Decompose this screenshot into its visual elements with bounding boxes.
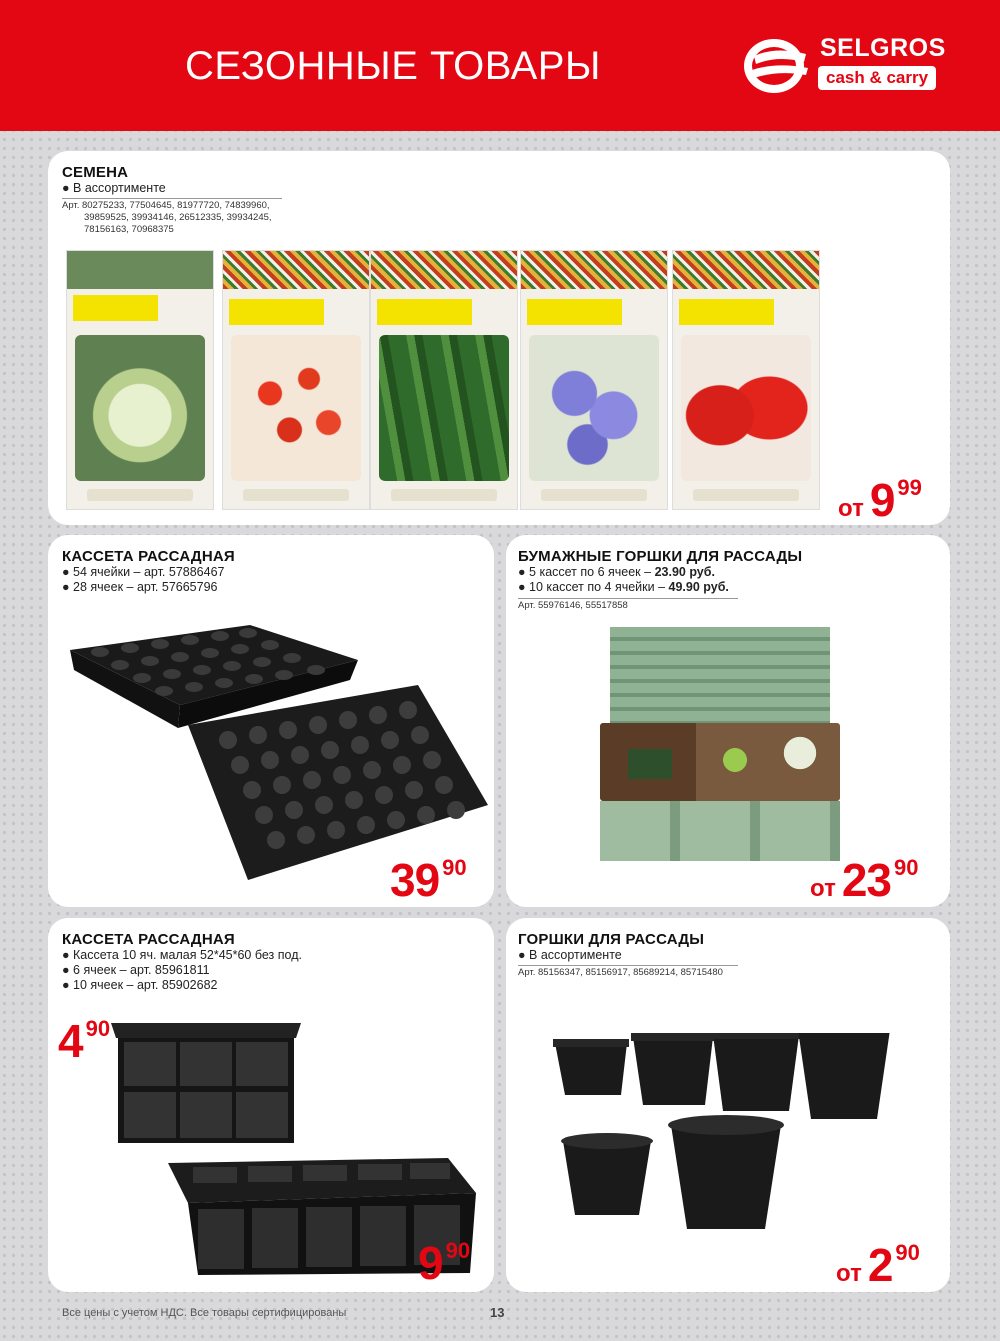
- pack-label: [377, 299, 472, 325]
- seeds-title: СЕМЕНА: [62, 164, 129, 181]
- paper-pots-option-2: [518, 580, 729, 594]
- price-main: 9: [869, 474, 895, 526]
- cassette-panel: [48, 535, 494, 907]
- logo-name: SELGROS: [820, 34, 946, 62]
- seeds-divider: [62, 198, 282, 199]
- price-from: от: [836, 1260, 862, 1287]
- price-main: 39: [390, 854, 440, 906]
- seed-pack-peas[interactable]: [520, 250, 668, 510]
- price-from: от: [810, 875, 836, 902]
- cabbage-image: [75, 335, 205, 481]
- paper-pots-articles: Арт. 55976146, 55517858: [518, 600, 628, 611]
- pack-label: [73, 295, 158, 321]
- seeds-price: [838, 473, 922, 527]
- price-cents: 90: [85, 1016, 111, 1041]
- seed-pack-cucumber[interactable]: [370, 250, 518, 510]
- cassette-10-price: [418, 1236, 470, 1290]
- seeds-panel: [48, 151, 950, 525]
- pots-image: [551, 1033, 901, 1238]
- paper-pots-image: [600, 627, 840, 863]
- option-text: ● 5 кассет по 6 ячеек –: [518, 565, 652, 579]
- price-main: 2: [867, 1239, 893, 1291]
- price-main: 23: [841, 854, 891, 906]
- tomato-image: [231, 335, 361, 481]
- option-price: 23.90 руб.: [654, 565, 715, 579]
- seeds-articles-1: Арт. 80275233, 77504645, 81977720, 74839960,: [62, 200, 270, 211]
- pots-title: ГОРШКИ ДЛЯ РАССАДЫ: [518, 931, 705, 948]
- pepper-image: [681, 335, 811, 481]
- option-price: 49.90 руб.: [668, 580, 729, 594]
- selgros-logo-icon: [740, 28, 812, 98]
- price-from: от: [838, 495, 864, 522]
- pack-brand: [693, 489, 799, 501]
- pots-divider: [518, 965, 738, 966]
- seeds-articles-2: 39859525, 39934146, 26512335, 39934245,: [84, 212, 272, 223]
- price-main: 9: [418, 1237, 443, 1289]
- seed-pack-pepper[interactable]: [672, 250, 820, 510]
- cucumber-image: [379, 335, 509, 481]
- cassette-10-cells: ● 10 ячеек – арт. 85902682: [62, 978, 218, 992]
- pots-assortment: ● В ассортименте: [518, 948, 622, 962]
- page-title: СЕЗОННЫЕ ТОВАРЫ: [185, 44, 601, 88]
- pots-sleeve: [600, 723, 840, 801]
- pack-pattern: [371, 251, 517, 289]
- pack-pattern: [521, 251, 667, 289]
- cassette-28-cells: ● 28 ячеек – арт. 57665796: [62, 580, 218, 594]
- paper-pots-panel: [506, 535, 950, 907]
- cassette-small-title: КАССЕТА РАССАДНАЯ: [62, 931, 235, 948]
- sleeve-label: [628, 749, 672, 779]
- sweet-pea-image: [529, 335, 659, 481]
- sleeve-seedling: [715, 743, 755, 777]
- pack-pattern: [223, 251, 369, 289]
- pack-label: [229, 299, 324, 325]
- paper-pots-divider: [518, 598, 738, 599]
- cassette-6-image: [106, 1018, 306, 1148]
- logo-tagline: cash & carry: [818, 66, 936, 90]
- pack-brand: [391, 489, 497, 501]
- page-number: 13: [490, 1305, 505, 1320]
- pots-articles: Арт. 85156347, 85156917, 85689214, 85715480: [518, 967, 723, 978]
- option-text: ● 10 кассет по 4 ячейки –: [518, 580, 666, 594]
- price-cents: 99: [897, 475, 922, 500]
- cassette-title: КАССЕТА РАССАДНАЯ: [62, 548, 235, 565]
- pack-brand: [243, 489, 349, 501]
- pack-brand: [541, 489, 647, 501]
- price-cents: 90: [442, 855, 467, 880]
- pots-price: [836, 1238, 920, 1292]
- pack-pattern: [67, 251, 213, 289]
- cassette-6-cells: ● 6 ячеек – арт. 85961811: [62, 963, 210, 977]
- selgros-logo[interactable]: [740, 28, 960, 98]
- pack-label: [679, 299, 774, 325]
- pack-brand: [87, 489, 193, 501]
- vat-note: Все цены с учетом НДС. Все товары сертифицированы: [62, 1307, 347, 1319]
- price-cents: 90: [445, 1238, 471, 1263]
- price-cents: 90: [895, 1240, 920, 1265]
- paper-pots-price: [810, 853, 918, 907]
- seeds-articles-3: 78156163, 70968375: [84, 224, 174, 235]
- seed-pack-cabbage[interactable]: [66, 250, 214, 510]
- pack-pattern: [673, 251, 819, 289]
- pots-stack: [610, 627, 830, 727]
- pack-label: [527, 299, 622, 325]
- cassette-6-price: [58, 1014, 110, 1068]
- sleeve-logo: [775, 733, 825, 773]
- page-header: [0, 0, 1000, 131]
- seed-pack-tomato[interactable]: [222, 250, 370, 510]
- seeds-assortment: ● В ассортименте: [62, 181, 166, 195]
- cassette-54-cells: ● 54 ячейки – арт. 57886467: [62, 565, 225, 579]
- paper-pots-title: БУМАЖНЫЕ ГОРШКИ ДЛЯ РАССАДЫ: [518, 548, 803, 565]
- price-main: 4: [58, 1015, 83, 1067]
- price-cents: 90: [894, 855, 919, 880]
- cassette-small-panel: [48, 918, 494, 1292]
- cassette-price: [390, 853, 467, 907]
- pots-panel: [506, 918, 950, 1292]
- cassette-small-desc: ● Кассета 10 яч. малая 52*45*60 без под.: [62, 948, 302, 962]
- pots-bottom: [600, 801, 840, 861]
- paper-pots-option-1: [518, 565, 715, 579]
